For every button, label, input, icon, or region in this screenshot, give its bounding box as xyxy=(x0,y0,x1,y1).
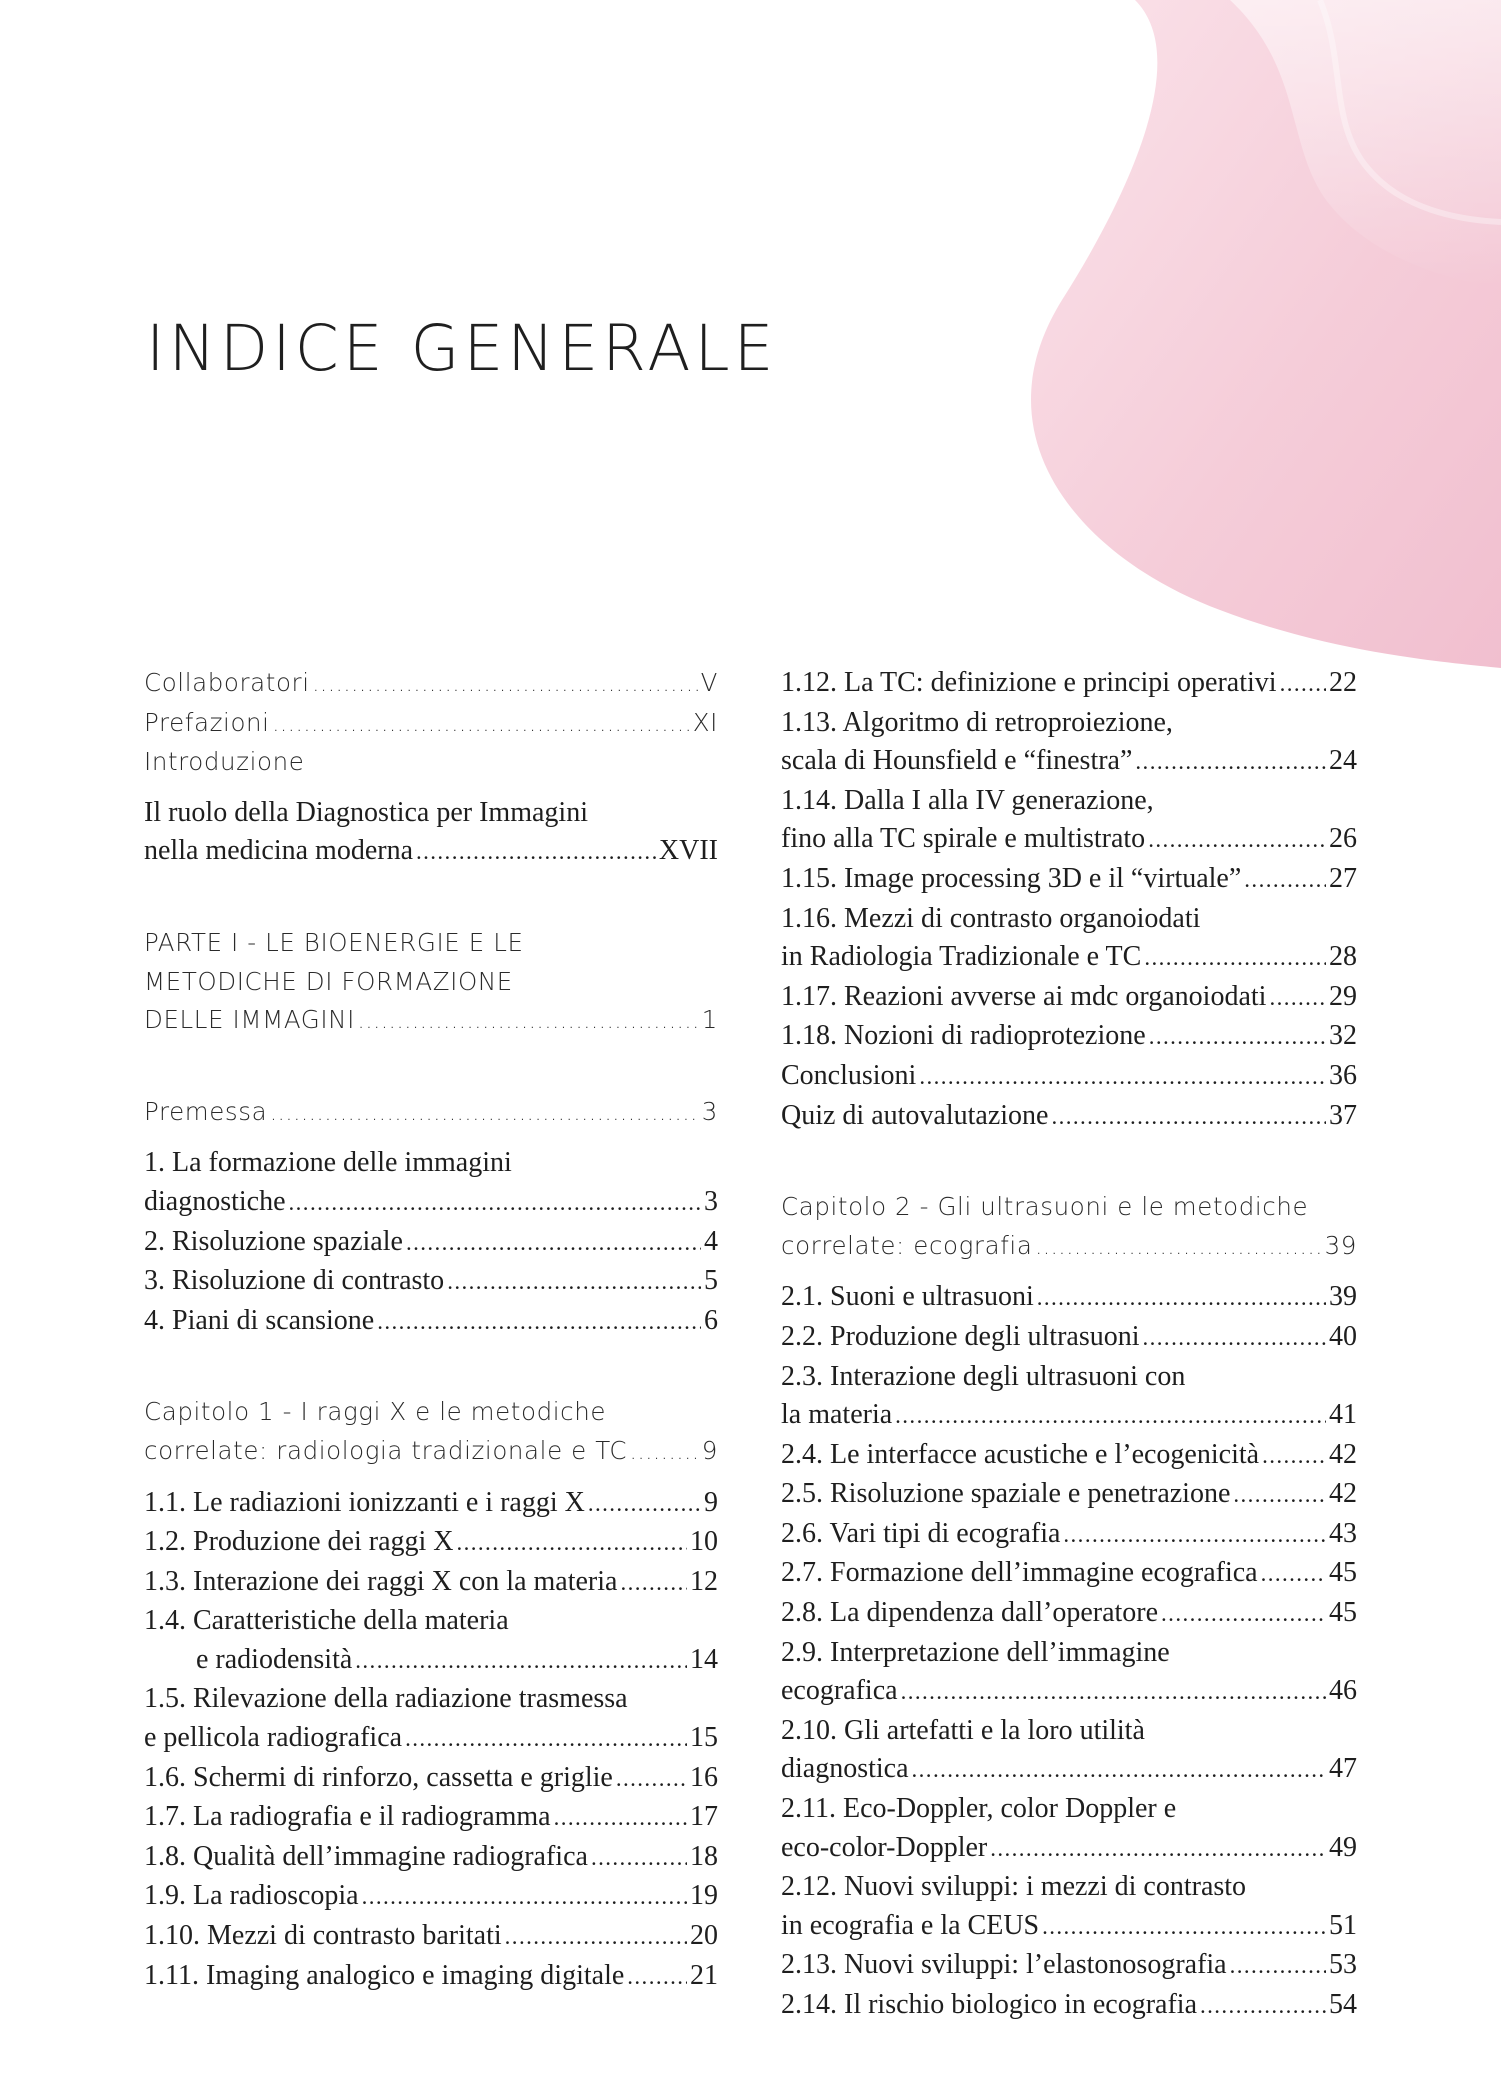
toc-line xyxy=(781,1554,1357,1594)
toc-page-number: 24 xyxy=(1329,745,1357,777)
dot-leader xyxy=(895,1397,1326,1436)
dot-leader xyxy=(505,1918,687,1957)
toc-title: eco-color-Doppler xyxy=(781,1831,988,1863)
dot-leader xyxy=(1262,1437,1326,1476)
toc-line xyxy=(144,743,718,782)
dot-leader xyxy=(620,1564,687,1603)
toc-title: Introduzione xyxy=(144,747,305,777)
toc-entry xyxy=(144,1093,718,1133)
dot-leader xyxy=(405,1720,687,1759)
toc-page-number: 9 xyxy=(701,1435,718,1465)
toc-line xyxy=(781,1017,1357,1057)
toc-line xyxy=(781,978,1357,1018)
toc-entry xyxy=(781,1188,1357,1266)
dot-leader xyxy=(1037,1279,1326,1318)
toc-page-number: 3 xyxy=(704,1185,718,1217)
toc-entry xyxy=(144,1957,718,1997)
toc-entry xyxy=(781,860,1357,900)
toc-line xyxy=(144,832,718,872)
toc-entry xyxy=(781,1097,1357,1137)
toc-title: 1.8. Qualità dell’immagine radiografica xyxy=(144,1840,588,1872)
toc-line xyxy=(781,1227,1357,1267)
toc-page-number: 9 xyxy=(704,1486,718,1518)
toc-title: Premessa xyxy=(144,1096,268,1126)
toc-line xyxy=(781,1475,1357,1515)
toc-page-number: 10 xyxy=(690,1526,718,1558)
dot-leader xyxy=(355,1642,687,1681)
toc-entry xyxy=(781,1594,1357,1634)
toc-page-number: 3 xyxy=(701,1096,718,1126)
toc-entry xyxy=(144,924,718,1041)
toc-title: 1.1. Le radiazioni ionizzanti e i raggi X xyxy=(144,1486,585,1518)
toc-title: scala di Hounsfield e “finestra” xyxy=(781,745,1133,777)
toc-page-number: 36 xyxy=(1329,1059,1357,1091)
toc-line xyxy=(781,1278,1357,1318)
toc-entry xyxy=(144,1523,718,1563)
toc-page-number: 39 xyxy=(1324,1230,1357,1260)
toc-line xyxy=(144,1302,718,1342)
toc-title: 1.7. La radiografia e il radiogramma xyxy=(144,1801,551,1833)
toc-line xyxy=(144,1759,718,1799)
dot-leader xyxy=(358,1002,699,1041)
toc-entry xyxy=(781,1712,1357,1790)
toc-title: 2.14. Il rischio biologico in ecografia xyxy=(781,1989,1197,2020)
toc-entry xyxy=(144,1144,718,1222)
dot-leader xyxy=(1143,1319,1326,1358)
toc-line xyxy=(144,1917,718,1957)
toc-page-number: 26 xyxy=(1329,823,1357,855)
toc-title: 1.15. Image processing 3D e il “virtuale” xyxy=(781,862,1242,894)
toc-entry xyxy=(144,1838,718,1878)
toc-entry xyxy=(781,1436,1357,1476)
toc-line xyxy=(781,1946,1357,1986)
toc-entry xyxy=(781,978,1357,1018)
dot-leader xyxy=(362,1878,687,1917)
dot-leader xyxy=(1051,1098,1326,1137)
toc-page-number: 18 xyxy=(690,1840,718,1872)
dot-leader xyxy=(270,1094,699,1133)
toc-entry xyxy=(781,900,1357,978)
toc-title: 1.5. Rilevazione della radiazione trasmessa xyxy=(144,1683,628,1715)
toc-page-number: 28 xyxy=(1329,941,1357,973)
toc-line xyxy=(144,1484,718,1524)
toc-line xyxy=(144,1641,718,1681)
toc-line xyxy=(144,1393,718,1432)
dot-leader xyxy=(1144,939,1326,978)
toc-title: 2.12. Nuovi sviluppi: i mezzi di contrasto xyxy=(781,1871,1247,1903)
toc-entry xyxy=(144,704,718,744)
toc-line xyxy=(781,1436,1357,1476)
toc-page-number: 51 xyxy=(1329,1909,1357,1941)
toc-line xyxy=(144,704,718,744)
toc-line xyxy=(144,1183,718,1223)
dot-leader xyxy=(1261,1555,1326,1594)
toc-line xyxy=(781,938,1357,978)
toc-page-number: 47 xyxy=(1329,1753,1357,1785)
toc-page-number: 27 xyxy=(1329,862,1357,894)
toc-title: Capitolo 1 - I raggi X e le metodiche xyxy=(144,1397,607,1427)
toc-line xyxy=(781,860,1357,900)
toc-page-number: 12 xyxy=(690,1565,718,1597)
toc-entry xyxy=(144,1680,718,1758)
toc-line xyxy=(144,1223,718,1263)
dot-leader xyxy=(1149,1018,1326,1057)
dot-leader xyxy=(273,705,690,744)
toc-title: correlate: radiologia tradizionale e TC xyxy=(144,1435,628,1465)
toc-page-number: 17 xyxy=(690,1801,718,1833)
toc-line xyxy=(781,1097,1357,1137)
dot-leader xyxy=(901,1673,1326,1712)
toc-entry xyxy=(781,1358,1357,1436)
toc-entry xyxy=(144,1393,718,1471)
dot-leader xyxy=(1161,1595,1326,1634)
toc-line xyxy=(144,1838,718,1878)
toc-line xyxy=(144,963,718,1002)
dot-leader xyxy=(1244,861,1326,900)
toc-page-number: 42 xyxy=(1329,1438,1357,1470)
dot-leader xyxy=(416,833,656,872)
toc-title: fino alla TC spirale e multistrato xyxy=(781,823,1146,855)
toc-title: 2.9. Interpretazione dell’immagine xyxy=(781,1636,1170,1668)
toc-title: DELLE IMMAGINI xyxy=(144,1005,355,1035)
toc-line xyxy=(781,820,1357,860)
toc-line xyxy=(781,1750,1357,1790)
toc-page-number: 46 xyxy=(1329,1675,1357,1707)
dot-leader xyxy=(457,1524,688,1563)
toc-line xyxy=(144,794,718,833)
toc-entry xyxy=(781,1278,1357,1318)
toc-line xyxy=(144,1093,718,1133)
toc-line xyxy=(781,1396,1357,1436)
toc-page-number: V xyxy=(700,668,718,697)
toc-entry xyxy=(144,1484,718,1524)
dot-leader xyxy=(990,1830,1326,1869)
toc-page-number: 14 xyxy=(690,1643,718,1675)
toc-page-number: 49 xyxy=(1329,1831,1357,1863)
dot-leader xyxy=(447,1263,701,1302)
toc-title: 1. La formazione delle immagini xyxy=(144,1147,512,1179)
toc-line xyxy=(144,1523,718,1563)
dot-leader xyxy=(588,1485,701,1524)
toc-line xyxy=(781,1515,1357,1555)
toc-entry xyxy=(781,1554,1357,1594)
toc-line xyxy=(144,1432,718,1472)
dot-leader xyxy=(377,1303,701,1342)
toc-page-number: 32 xyxy=(1329,1020,1357,1052)
dot-leader xyxy=(630,1433,699,1472)
toc-title: Quiz di autovalutazione xyxy=(781,1099,1049,1131)
toc-line xyxy=(781,1594,1357,1634)
toc-right-column xyxy=(781,664,1357,2026)
toc-entry xyxy=(144,1223,718,1263)
toc-line xyxy=(144,1262,718,1302)
toc-entry xyxy=(781,1017,1357,1057)
toc-entry xyxy=(144,743,718,782)
toc-page-number: 16 xyxy=(690,1761,718,1793)
toc-title: METODICHE DI FORMAZIONE xyxy=(144,966,513,996)
toc-title: 2.2. Produzione degli ultrasuoni xyxy=(781,1320,1140,1352)
toc-title: 2.3. Interazione degli ultrasuoni con xyxy=(781,1360,1186,1392)
toc-page-number: 45 xyxy=(1329,1597,1357,1629)
toc-title: 3. Risoluzione di contrasto xyxy=(144,1265,445,1297)
toc-page-number: 41 xyxy=(1329,1399,1357,1431)
toc-page-number: 45 xyxy=(1329,1557,1357,1589)
toc-title: Collaboratori xyxy=(144,668,310,697)
dot-leader xyxy=(313,665,698,704)
toc-title: 1.4. Caratteristiche della materia xyxy=(144,1605,509,1637)
dot-leader xyxy=(616,1760,687,1799)
toc-entry xyxy=(781,1868,1357,1946)
toc-page-number: XVII xyxy=(658,835,718,867)
toc-entry xyxy=(144,1877,718,1917)
toc-entry xyxy=(144,1917,718,1957)
toc-title: Conclusioni xyxy=(781,1059,917,1091)
toc-line xyxy=(781,664,1357,704)
toc-title: 2. Risoluzione spaziale xyxy=(144,1225,403,1257)
dot-leader xyxy=(1135,743,1326,782)
dot-leader xyxy=(1269,979,1326,1018)
toc-title: 2.6. Vari tipi di ecografia xyxy=(781,1517,1061,1549)
dot-leader xyxy=(1233,1476,1326,1515)
page-title: INDICE GENERALE xyxy=(146,312,778,385)
toc-line xyxy=(781,1634,1357,1673)
toc-entry xyxy=(781,1986,1357,2026)
toc-title: Prefazioni xyxy=(144,707,270,737)
dot-leader xyxy=(1063,1516,1326,1555)
toc-title: 1.10. Mezzi di contrasto baritati xyxy=(144,1920,502,1952)
toc-line xyxy=(781,1790,1357,1829)
toc-line xyxy=(781,1188,1357,1227)
toc-title: 1.13. Algoritmo di retroproiezione, xyxy=(781,706,1173,738)
toc-entry xyxy=(144,1602,718,1680)
toc-title: 2.13. Nuovi sviluppi: l’elastonosografia xyxy=(781,1949,1227,1981)
toc-title: 2.4. Le interfacce acustiche e l’ecogenicità xyxy=(781,1438,1260,1470)
toc-page-number: 40 xyxy=(1329,1320,1357,1352)
toc-title: 1.9. La radioscopia xyxy=(144,1880,359,1912)
toc-title: 2.10. Gli artefatti e la loro utilità xyxy=(781,1714,1145,1746)
toc-entry xyxy=(144,1759,718,1799)
dot-leader xyxy=(289,1184,701,1223)
toc-title: 1.3. Interazione dei raggi X con la materia xyxy=(144,1565,618,1597)
toc-line xyxy=(781,1358,1357,1397)
toc-title: 1.18. Nozioni di radioprotezione xyxy=(781,1020,1146,1052)
toc-line xyxy=(781,1868,1357,1907)
toc-title: 1.2. Produzione dei raggi X xyxy=(144,1526,454,1558)
toc-line xyxy=(144,1001,718,1041)
toc-title: nella medicina moderna xyxy=(144,835,413,867)
toc-entry xyxy=(781,1946,1357,1986)
toc-line xyxy=(781,1986,1357,2026)
toc-title: diagnostiche xyxy=(144,1185,286,1217)
toc-entry xyxy=(781,1515,1357,1555)
toc-line xyxy=(781,782,1357,821)
toc-line xyxy=(144,1957,718,1997)
dot-leader xyxy=(406,1224,701,1263)
toc-entry xyxy=(144,664,718,704)
dot-leader xyxy=(591,1839,687,1878)
toc-line xyxy=(781,742,1357,782)
toc-title: ecografica xyxy=(781,1675,898,1707)
toc-line xyxy=(781,1057,1357,1097)
toc-page-number: XI xyxy=(692,707,718,737)
toc-page-number: 42 xyxy=(1329,1478,1357,1510)
toc-page-number: 21 xyxy=(690,1959,718,1991)
toc-line xyxy=(144,1798,718,1838)
toc-line xyxy=(781,1907,1357,1947)
toc-entry xyxy=(144,1302,718,1342)
toc-entry xyxy=(781,1057,1357,1097)
toc-title: 1.16. Mezzi di contrasto organoiodati xyxy=(781,902,1201,934)
toc-entry xyxy=(781,782,1357,860)
toc-page-number: 19 xyxy=(690,1880,718,1912)
dot-leader xyxy=(1200,1987,1326,2026)
toc-page-number: 5 xyxy=(704,1265,718,1297)
toc-page-number: 54 xyxy=(1329,1989,1357,2020)
toc-entry xyxy=(781,1318,1357,1358)
toc-title: correlate: ecografia xyxy=(781,1230,1033,1260)
toc-title: 1.14. Dalla I alla IV generazione, xyxy=(781,784,1154,816)
toc-title: e pellicola radiografica xyxy=(144,1722,403,1754)
toc-page-number: 4 xyxy=(704,1225,718,1257)
toc-line xyxy=(781,900,1357,939)
toc-left-column xyxy=(144,664,718,1996)
toc-title: Capitolo 2 - Gli ultrasuoni e le metodiche xyxy=(781,1192,1309,1222)
toc-entry xyxy=(144,1798,718,1838)
dot-leader xyxy=(1042,1908,1326,1947)
toc-page-number: 43 xyxy=(1329,1517,1357,1549)
toc-title: Il ruolo della Diagnostica per Immagini xyxy=(144,796,588,828)
dot-leader xyxy=(554,1799,687,1838)
toc-title: 2.7. Formazione dell’immagine ecografica xyxy=(781,1557,1258,1589)
toc-title: 2.5. Risoluzione spaziale e penetrazione xyxy=(781,1478,1231,1510)
toc-entry xyxy=(781,664,1357,704)
toc-line xyxy=(144,664,718,704)
toc-entry xyxy=(144,1563,718,1603)
dot-leader xyxy=(627,1958,687,1997)
toc-line xyxy=(144,924,718,963)
toc-title: 2.1. Suoni e ultrasuoni xyxy=(781,1281,1034,1313)
toc-line xyxy=(144,1680,718,1719)
toc-page-number: 6 xyxy=(704,1304,718,1336)
toc-line xyxy=(144,1563,718,1603)
dot-leader xyxy=(1280,665,1326,704)
toc-line xyxy=(144,1719,718,1759)
toc-title: 1.6. Schermi di rinforzo, cassetta e griglie xyxy=(144,1761,613,1793)
toc-title: 2.8. La dipendenza dall’operatore xyxy=(781,1597,1159,1629)
toc-line xyxy=(781,704,1357,743)
toc-line xyxy=(781,1318,1357,1358)
toc-page-number: 1 xyxy=(701,1005,718,1035)
toc-title: la materia xyxy=(781,1399,893,1431)
toc-page-number: 22 xyxy=(1329,667,1357,698)
toc-title: 2.11. Eco-Doppler, color Doppler e xyxy=(781,1793,1177,1825)
dot-leader xyxy=(1230,1947,1326,1986)
dot-leader xyxy=(919,1058,1326,1097)
toc-title: in ecografia e la CEUS xyxy=(781,1909,1040,1941)
toc-line xyxy=(781,1712,1357,1751)
toc-title: 1.11. Imaging analogico e imaging digitale xyxy=(144,1959,625,1991)
toc-entry xyxy=(781,1475,1357,1515)
toc-entry xyxy=(781,1790,1357,1868)
toc-page-number: 29 xyxy=(1329,980,1357,1012)
toc-title: diagnostica xyxy=(781,1753,909,1785)
toc-entry xyxy=(144,1262,718,1302)
toc-page-number: 15 xyxy=(690,1722,718,1754)
toc-title: 4. Piani di scansione xyxy=(144,1304,375,1336)
toc-title: in Radiologia Tradizionale e TC xyxy=(781,941,1142,973)
toc-page-number: 20 xyxy=(690,1920,718,1952)
toc-entry xyxy=(781,1634,1357,1712)
toc-title: PARTE I - LE BIOENERGIE E LE xyxy=(144,927,524,957)
toc-entry xyxy=(144,794,718,872)
toc-line xyxy=(144,1602,718,1641)
toc-page-number: 37 xyxy=(1329,1099,1357,1131)
toc-page-number: 53 xyxy=(1329,1949,1357,1981)
toc-title: 1.12. La TC: definizione e principi operativi xyxy=(781,667,1277,698)
dot-leader xyxy=(1148,821,1326,860)
toc-entry xyxy=(781,704,1357,782)
toc-line xyxy=(144,1144,718,1183)
toc-page-number: 39 xyxy=(1329,1281,1357,1313)
toc-line xyxy=(144,1877,718,1917)
toc-title: e radiodensità xyxy=(196,1643,353,1675)
dot-leader xyxy=(912,1751,1326,1790)
toc-title: 1.17. Reazioni avverse ai mdc organoiodati xyxy=(781,980,1267,1012)
toc-line xyxy=(781,1672,1357,1712)
dot-leader xyxy=(1035,1228,1321,1267)
toc-line xyxy=(781,1829,1357,1869)
